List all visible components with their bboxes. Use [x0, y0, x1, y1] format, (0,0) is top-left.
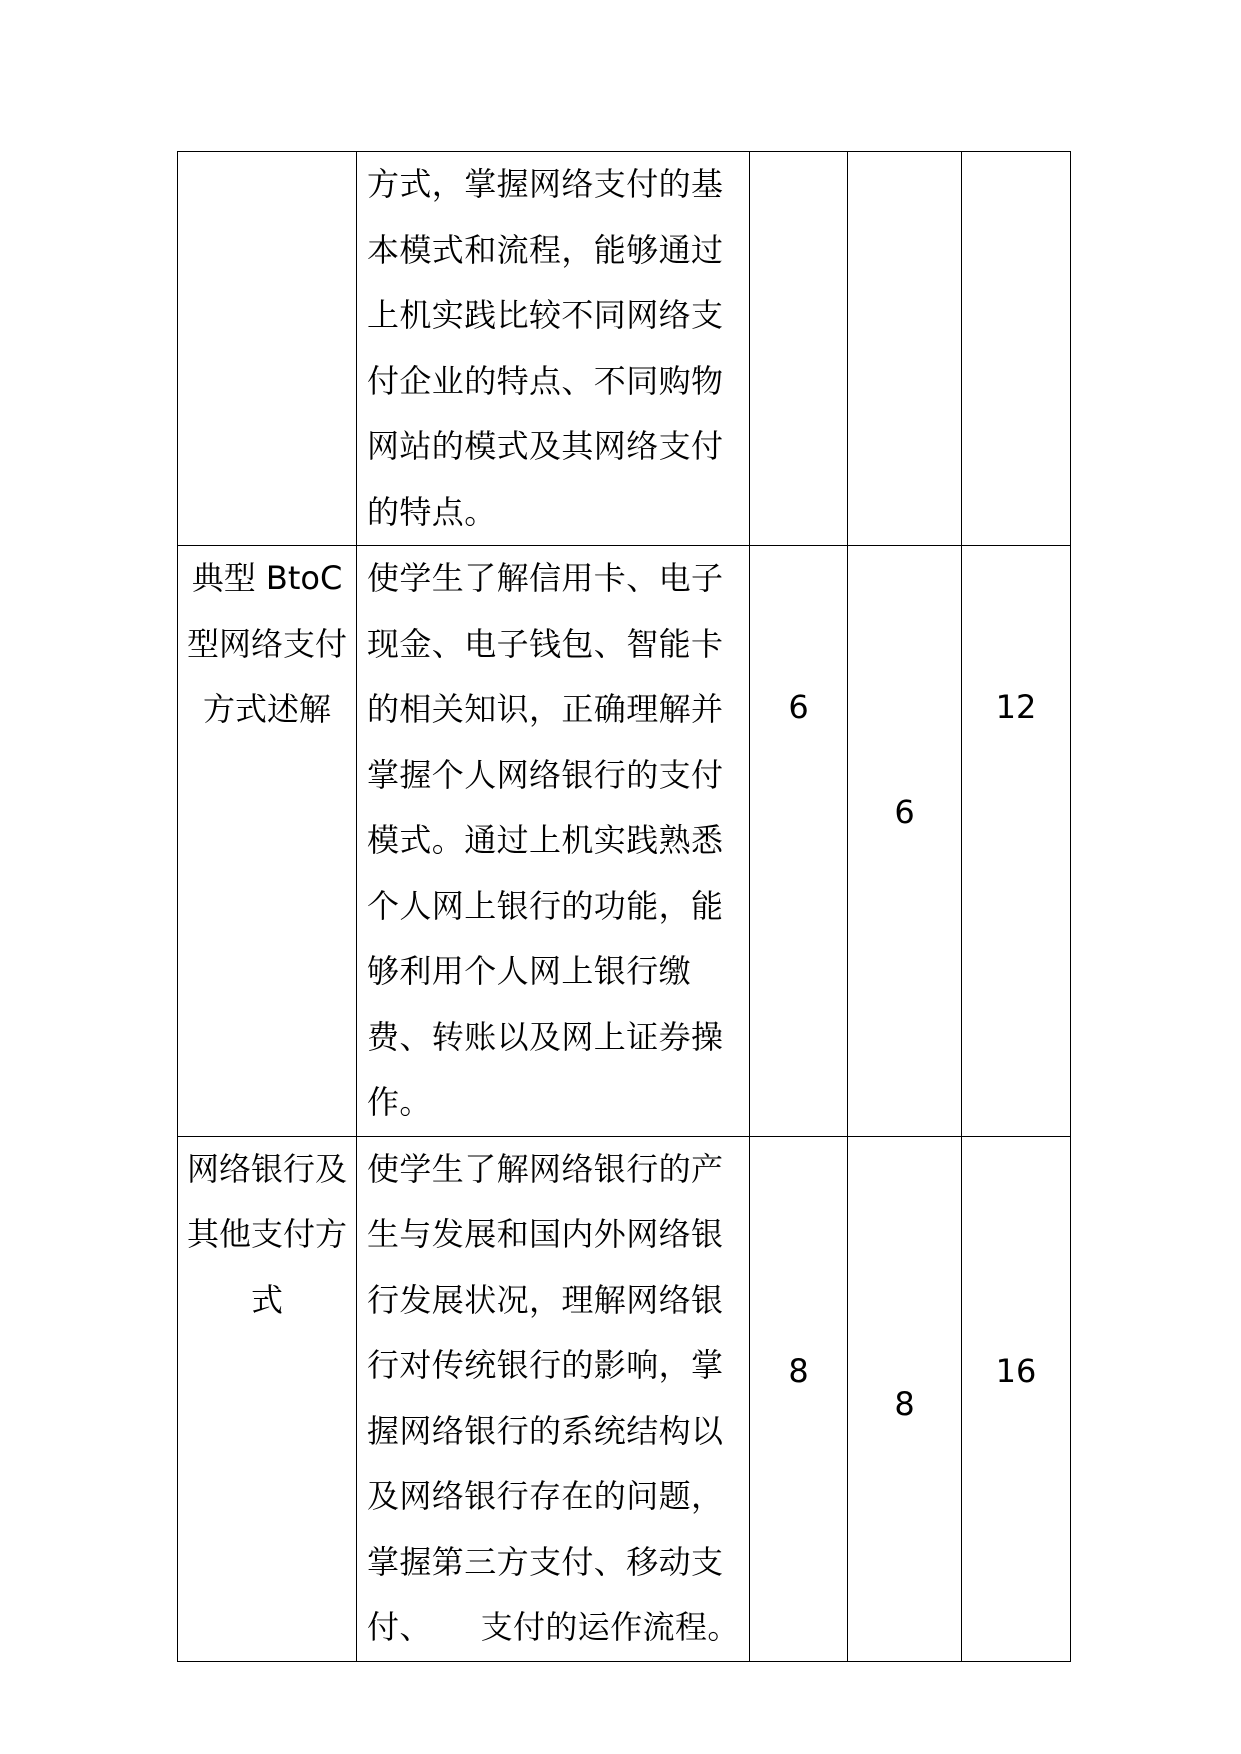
topic-cell	[178, 152, 357, 546]
hours-value-2: 6	[894, 793, 915, 831]
topic-cell	[178, 1136, 357, 1661]
hours-value-2: 8	[894, 1384, 915, 1423]
content-text: 使学生了解信用卡、电子现金、电子钱包、智能卡的相关知识，正确理解并掌握个人网络银行的支付模式。通过上机实践熟悉个人网上银行的功能，能够利用个人网上银行缴费、转账以及网上证券操作。	[367, 559, 724, 1121]
hours-cell-2	[848, 546, 962, 1137]
hours-cell-1	[750, 546, 848, 1137]
content-cell	[357, 546, 750, 1137]
hours-value-1: 6	[788, 688, 809, 726]
content-cell	[357, 152, 750, 546]
course-syllabus-table	[177, 151, 1071, 1662]
table-row	[178, 152, 1071, 546]
content-text: 方式，掌握网络支付的基本模式和流程，能够通过上机实践比较不同网络支付企业的特点、不同购物网站的模式及其网络支付的特点。	[367, 165, 724, 531]
hours-cell-1	[750, 152, 848, 546]
topic-text: 典型 BtoC型网络支付方式述解	[186, 559, 347, 728]
hours-cell-total	[962, 152, 1071, 546]
table-row	[178, 546, 1071, 1137]
hours-cell-1	[750, 1136, 848, 1661]
hours-cell-total	[962, 546, 1071, 1137]
topic-text: 网络银行及其他支付方式	[186, 1149, 347, 1319]
hours-value-total: 16	[995, 1351, 1037, 1390]
hours-cell-total	[962, 1136, 1071, 1661]
table-row	[178, 1136, 1071, 1661]
hours-value-1: 8	[788, 1351, 809, 1390]
hours-value-total: 12	[995, 688, 1037, 726]
content-cell	[357, 1136, 750, 1661]
hours-cell-2	[848, 1136, 962, 1661]
content-text: 使学生了解网络银行的产生与发展和国内外网络银行发展状况，理解网络银行对传统银行的影响，掌握网络银行的系统结构以及网络银行存在的问题，掌握第三方支付、移动支付、 支付的运作流程。	[367, 1149, 740, 1646]
hours-cell-2	[848, 152, 962, 546]
topic-cell	[178, 546, 357, 1137]
